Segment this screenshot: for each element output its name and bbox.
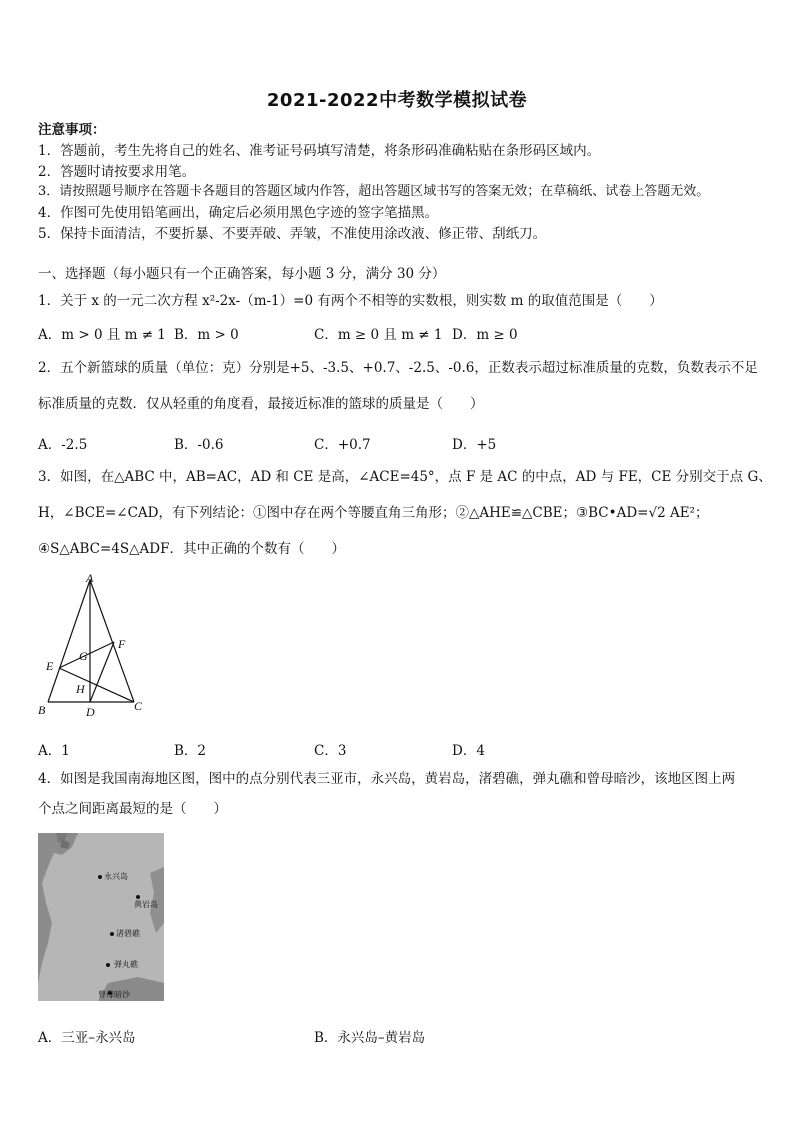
question-1-stem: 1．关于 x 的一元二次方程 x²-2x-（m-1）=0 有两个不相等的实数根，则实数 m 的取值范围是（ ） <box>38 293 663 309</box>
question-3-line3: ④S△ABC=4S△ADF．其中正确的个数有（ ） <box>38 541 345 557</box>
label-c: C <box>134 699 143 713</box>
q2-option-a[interactable]: A．-2.5 <box>38 437 88 453</box>
section-heading: 一、选择题（每小题只有一个正确答案，每小题 3 分，满分 30 分） <box>38 266 446 282</box>
south-china-sea-map <box>38 833 164 1001</box>
question-3-line1: 3．如图，在△ABC 中，AB=AC，AD 和 CE 是高，∠ACE=45°，点 F 是 AC 的中点，AD 与 FE，CE 分别交于点 G、 <box>38 469 772 485</box>
map-label-huangyan: 黄岩岛 <box>134 900 158 909</box>
q3-option-b[interactable]: B．2 <box>174 743 207 759</box>
page-title: 2021-2022中考数学模拟试卷 <box>266 90 528 111</box>
question-3-line2: H，∠BCE=∠CAD，有下列结论：①图中存在两个等腰直角三角形；②△AHE≌△CBE；③BC•AD=√2 AE²； <box>38 505 709 521</box>
question-2-line1: 2．五个新篮球的质量（单位：克）分别是+5、-3.5、+0.7、-2.5、-0.6，正数表示超过标准质量的克数，负数表示不足 <box>38 360 758 376</box>
q2-option-b[interactable]: B．-0.6 <box>174 437 224 453</box>
label-h: H <box>76 682 85 696</box>
triangle-figure <box>34 570 152 722</box>
notice-heading: 注意事项： <box>38 122 106 138</box>
label-b: B <box>38 703 46 717</box>
label-e: E <box>46 659 54 673</box>
notice-item: 1．答题前，考生先将自己的姓名、准考证号码填写清楚，将条形码准确粘贴在条形码区域内。 <box>38 143 601 159</box>
label-g: G <box>79 649 88 663</box>
q3-option-a[interactable]: A．1 <box>38 743 70 759</box>
label-d: D <box>86 705 95 719</box>
notice-item: 3．请按照题号顺序在答题卡各题目的答题区域内作答，超出答题区域书写的答案无效；在草稿纸、试卷上答题无效。 <box>38 184 710 199</box>
notice-item: 5．保持卡面清洁，不要折暴、不要弄破、弄皱，不准使用涂改液、修正带、刮纸刀。 <box>38 226 547 242</box>
notice-item: 2．答题时请按要求用笔。 <box>38 164 196 180</box>
q1-option-c[interactable]: C．m ≥ 0 且 m ≠ 1 <box>314 327 443 343</box>
map-terrain <box>38 833 164 1001</box>
q3-option-d[interactable]: D．4 <box>452 743 485 759</box>
question-2-line2: 标准质量的克数．仅从轻重的角度看，最接近标准的篮球的质量是（ ） <box>38 396 484 412</box>
q1-option-b[interactable]: B．m > 0 <box>174 327 239 343</box>
map-point-danwan <box>106 963 110 967</box>
q4-option-b[interactable]: B．永兴岛–黄岩岛 <box>314 1030 426 1046</box>
q2-option-d[interactable]: D．+5 <box>452 437 497 453</box>
map-label-danwan: 弹丸礁 <box>114 960 138 969</box>
q2-option-c[interactable]: C．+0.7 <box>314 437 371 453</box>
map-label-zengmu: 曾母暗沙 <box>98 990 130 999</box>
question-4-line2: 个点之间距离最短的是（ ） <box>38 801 227 817</box>
map-label-yongxing: 永兴岛 <box>104 872 128 881</box>
q1-option-a[interactable]: A．m > 0 且 m ≠ 1 <box>38 327 166 343</box>
q3-option-c[interactable]: C．3 <box>314 743 347 759</box>
map-point-zhubi <box>110 932 114 936</box>
label-f: F <box>118 637 126 651</box>
notice-item: 4．作图可先使用铅笔画出，确定后必须用黑色字迹的签字笔描黑。 <box>38 205 439 221</box>
q4-option-a[interactable]: A．三亚–永兴岛 <box>38 1030 136 1046</box>
map-point-yongxing <box>98 875 102 879</box>
map-label-zhubi: 渚碧礁 <box>116 929 140 938</box>
label-a: A <box>86 571 94 585</box>
question-4-line1: 4．如图是我国南海地区图，图中的点分别代表三亚市，永兴岛，黄岩岛，渚碧礁，弹丸礁和曾母暗沙，该地区图上两 <box>38 771 736 787</box>
q1-option-d[interactable]: D．m ≥ 0 <box>452 327 518 343</box>
